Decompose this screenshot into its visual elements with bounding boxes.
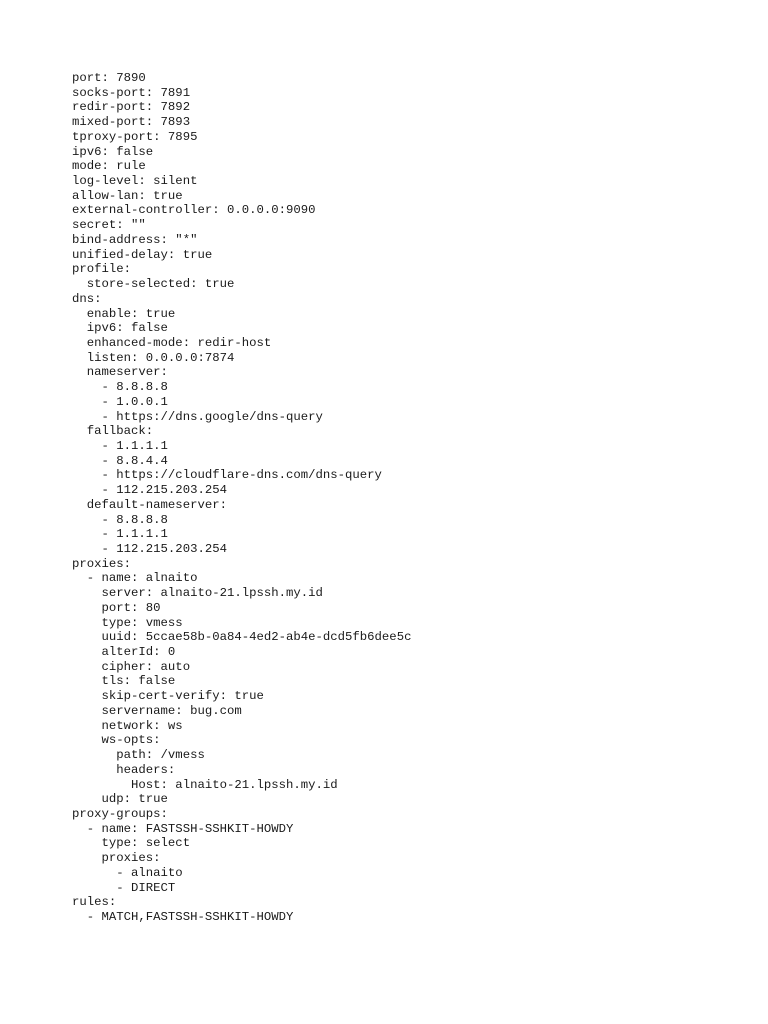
config-line: alterId: 0 (72, 645, 176, 660)
config-line: nameserver: (72, 365, 168, 380)
config-line: type: vmess (72, 615, 183, 630)
config-line: port: 80 (72, 600, 161, 615)
config-line: - DIRECT (72, 880, 176, 895)
config-line: enable: true (72, 306, 176, 321)
config-line: proxies: (72, 556, 132, 571)
config-line: headers: (72, 762, 176, 777)
config-line: enhanced-mode: redir-host (72, 335, 272, 350)
config-line: path: /vmess (72, 748, 205, 763)
config-line: store-selected: true (72, 277, 235, 292)
config-line: unified-delay: true (72, 247, 213, 262)
config-line: - https://dns.google/dns-query (72, 409, 323, 424)
config-line: - 112.215.203.254 (72, 542, 227, 556)
config-line: - name: alnaito (72, 571, 198, 586)
config-line: ipv6: false (72, 321, 168, 336)
config-line: udp: true (72, 792, 168, 807)
config-line: servername: bug.com (72, 703, 242, 718)
config-line: network: ws (72, 718, 183, 733)
config-line: - 1.1.1.1 (72, 438, 168, 453)
config-line: - 8.8.4.4 (72, 453, 168, 468)
config-line: - alnaito (72, 865, 183, 880)
config-line: mixed-port: 7893 (72, 115, 191, 130)
config-line: - 1.1.1.1 (72, 527, 168, 542)
config-line: port: 7890 (72, 71, 146, 85)
config-document (72, 71, 752, 925)
config-line: tproxy-port: 7895 (72, 129, 198, 144)
config-line: bind-address: "*" (72, 232, 198, 247)
config-line: tls: false (72, 674, 176, 689)
config-line: cipher: auto (72, 659, 191, 674)
config-line: - https://cloudflare-dns.com/dns-query (72, 468, 382, 483)
config-line: - name: FASTSSH-SSHKIT-HOWDY (72, 821, 294, 836)
config-line: - 8.8.8.8 (72, 380, 168, 395)
config-line: proxy-groups: (72, 806, 168, 821)
config-line: socks-port: 7891 (72, 85, 191, 100)
config-line: - 8.8.8.8 (72, 512, 168, 527)
config-line: - 1.0.0.1 (72, 394, 168, 409)
config-line: log-level: silent (72, 174, 198, 189)
config-line: listen: 0.0.0.0:7874 (72, 350, 235, 365)
config-line: - 112.215.203.254 (72, 483, 227, 498)
config-line: mode: rule (72, 159, 146, 174)
config-line: - MATCH,FASTSSH-SSHKIT-HOWDY (72, 909, 294, 924)
config-line: fallback: (72, 424, 154, 439)
config-line: skip-cert-verify: true (72, 689, 264, 704)
config-line: allow-lan: true (72, 188, 183, 203)
config-line: profile: (72, 262, 132, 277)
config-line: Host: alnaito-21.lpssh.my.id (72, 777, 338, 792)
config-line: ws-opts: (72, 733, 161, 748)
config-line: dns: (72, 291, 102, 306)
config-line: proxies: (72, 851, 161, 866)
config-line: server: alnaito-21.lpssh.my.id (72, 586, 323, 601)
config-line: external-controller: 0.0.0.0:9090 (72, 203, 316, 218)
config-line: type: select (72, 836, 191, 851)
config-line: redir-port: 7892 (72, 100, 191, 115)
config-line: rules: (72, 895, 117, 910)
config-line: secret: "" (72, 218, 146, 233)
config-line: uuid: 5ccae58b-0a84-4ed2-ab4e-dcd5fb6dee5c (72, 630, 412, 645)
config-line: default-nameserver: (72, 497, 227, 512)
config-line: ipv6: false (72, 144, 154, 159)
